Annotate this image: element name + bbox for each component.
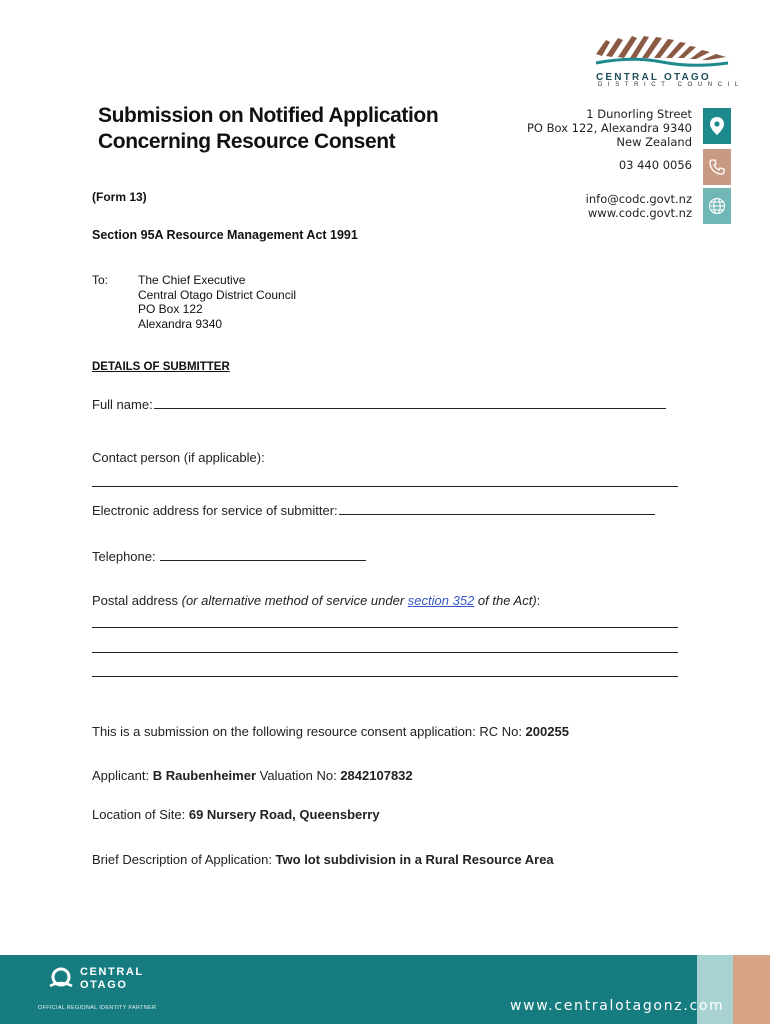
valuation-number: 2842107832	[340, 768, 413, 783]
section-352-link[interactable]: section 352	[407, 593, 475, 608]
applicant-row: Applicant: B Raubenheimer Valuation No: 2842107832	[92, 768, 413, 783]
telephone-row	[92, 549, 366, 564]
recipient-address: The Chief Executive Central Otago District Council PO Box 122 Alexandra 9340	[138, 273, 297, 331]
description-row: Brief Description of Application: Two lot subdivision in a Rural Resource Area	[92, 852, 554, 867]
to-label: To:	[92, 273, 109, 287]
council-contact-web	[586, 192, 692, 220]
rc-number: 200255	[525, 724, 569, 739]
contact-person-field[interactable]	[92, 486, 678, 487]
footer-partner-text: OFFICIAL REGIONAL IDENTITY PARTNER	[38, 1005, 157, 1011]
submission-statement: This is a submission on the following resource consent application: RC No: 200255	[92, 724, 569, 739]
application-description: Two lot subdivision in a Rural Resource Area	[275, 852, 554, 867]
postal-address-field-1[interactable]	[92, 627, 678, 628]
location-row: Location of Site: 69 Nursery Road, Queensberry	[92, 807, 380, 822]
page-title	[98, 103, 438, 155]
full-name-field[interactable]	[154, 397, 666, 409]
applicant-name: B Raubenheimer	[152, 768, 257, 783]
postal-address-field-2[interactable]	[92, 652, 678, 653]
contact-person-label: Contact person (if applicable):	[92, 450, 265, 465]
title-line-1: Submission on Notified Application	[98, 104, 439, 127]
location-pin-icon	[703, 108, 731, 144]
telephone-label: Telephone:	[92, 549, 156, 564]
footer-brand: CENTRAL OTAGO	[80, 966, 144, 991]
council-email: info@codc.govt.nz	[585, 192, 692, 206]
full-name-label: Full name:	[92, 397, 153, 412]
electronic-address-field[interactable]	[339, 503, 655, 515]
globe-icon	[703, 188, 731, 224]
council-phone: 03 440 0056	[618, 158, 692, 172]
footer-accent-tan	[733, 955, 770, 1024]
site-location: 69 Nursery Road, Queensberry	[188, 807, 380, 822]
act-section: Section 95A Resource Management Act 1991	[92, 228, 358, 242]
council-website: www.codc.govt.nz	[587, 206, 692, 220]
council-subtitle: DISTRICT COUNCIL	[598, 82, 744, 88]
phone-icon	[703, 149, 731, 185]
postal-address-field-3[interactable]	[92, 676, 678, 677]
electronic-address-row	[92, 503, 655, 518]
title-line-2: Concerning Resource Consent	[98, 130, 396, 153]
full-name-row	[92, 397, 666, 412]
telephone-field[interactable]	[160, 549, 366, 561]
postal-address-label: Postal address (or alternative method of service under section 352 of the Act):	[92, 593, 541, 608]
details-heading: DETAILS OF SUBMITTER	[92, 361, 230, 373]
footer-url[interactable]: www.centralotagonz.com	[510, 998, 725, 1014]
form-number: (Form 13)	[92, 190, 147, 204]
electronic-address-label: Electronic address for service of submitter:	[92, 503, 338, 518]
council-name: CENTRAL OTAGO	[596, 72, 711, 83]
central-otago-mark-icon	[48, 966, 74, 992]
council-address: 1 Dunorling Street PO Box 122, Alexandra 9340 New Zealand	[526, 107, 692, 149]
